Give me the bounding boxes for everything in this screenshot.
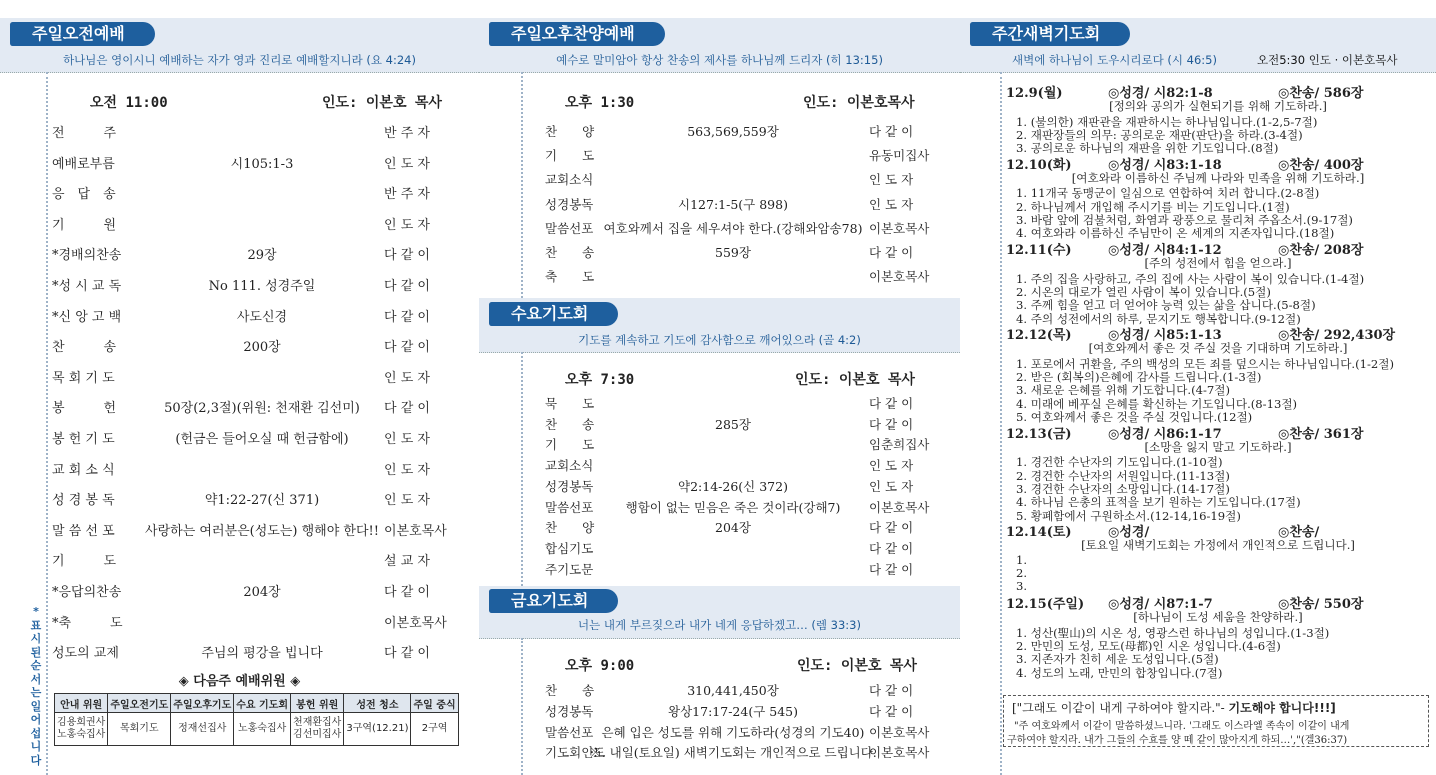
order-item: *성 시 교 독 xyxy=(52,279,122,294)
table-header-cell: 주일오전기도 xyxy=(108,694,171,713)
order-content: 559장 xyxy=(715,245,751,260)
order-item: 교회소식 xyxy=(545,458,594,474)
order-content: No 111. 성경주일 xyxy=(208,279,316,294)
order-item: *신 앙 고 백 xyxy=(52,309,122,325)
dawn-theme: [정의와 공의가 실현되기를 위해 기도하라.] xyxy=(1109,99,1327,113)
dawn-theme: [소망을 잃지 말고 기도하라.] xyxy=(1144,439,1292,454)
dawn-date: 12.9(월) xyxy=(1006,86,1063,101)
order-row xyxy=(0,306,479,337)
order-row xyxy=(479,560,960,581)
dawn-item: 3. 주께 힘을 얻고 더 얻어야 능력 있는 삶을 삽니다.(5-8절) xyxy=(1016,298,1316,313)
afternoon-title: 주일오후찬양예배 xyxy=(489,22,665,46)
order-person: 다 같 이 xyxy=(384,279,430,294)
dawn-title: 주간새벽기도회 xyxy=(970,22,1130,46)
wednesday-title: 수요기도회 xyxy=(489,302,618,326)
order-person: 다 같 이 xyxy=(869,396,914,411)
order-row xyxy=(479,743,960,764)
dawn-item: 3. 공의로운 하나님의 재판을 위한 기도입니다.(8절) xyxy=(1016,141,1279,156)
order-item: 찬 송 xyxy=(545,416,595,432)
order-item: 묵 도 xyxy=(545,396,595,411)
table-header-cell: 봉헌 위원 xyxy=(291,694,344,713)
order-item: 말씀선포 xyxy=(545,499,594,515)
dawn-scripture: ◎성경/ 시82:1-8 xyxy=(1108,86,1213,101)
dawn-item: 2. 만민의 도성, 모도(母都)인 시온 성입니다.(4-6절) xyxy=(1016,639,1281,653)
table-header-row xyxy=(55,694,459,713)
order-person: 이본호목사 xyxy=(869,745,930,761)
order-person: 유동미집사 xyxy=(869,148,930,164)
dawn-hymn: ◎찬송/ 292,430장 xyxy=(1278,328,1396,344)
order-content: 204장 xyxy=(243,585,281,600)
order-person: 임춘희집사 xyxy=(869,437,930,453)
order-content: 200장 xyxy=(243,340,281,356)
dawn-item: 4. 미래에 베푸실 은혜를 확신하는 기도입니다.(8-13절) xyxy=(1016,396,1298,411)
order-item: 찬 송 xyxy=(545,683,595,698)
order-person: 인 도 자 xyxy=(384,370,430,386)
order-item: 기 원 xyxy=(52,217,117,233)
order-content: 은혜 입은 성도를 위해 기도하라(성경의 기도40) xyxy=(601,724,865,740)
dawn-hymn: ◎찬송/ 550장 xyxy=(1278,597,1364,613)
order-person: 다 같 이 xyxy=(869,683,914,698)
order-row xyxy=(479,518,960,539)
quote-head-text: ["그래도 이같이 내게 구하여야 할지라."- xyxy=(1012,701,1229,715)
dawn-hymn: ◎찬송/ 361장 xyxy=(1278,426,1364,442)
order-item: 찬 양 xyxy=(545,520,595,536)
order-row xyxy=(0,214,479,245)
order-item: 찬 양 xyxy=(545,124,595,139)
order-row xyxy=(479,122,960,146)
order-person: 다 같 이 xyxy=(384,585,430,600)
order-person: 이본호목사 xyxy=(384,615,447,631)
order-person: 다 같 이 xyxy=(384,309,430,325)
order-content: 285장 xyxy=(715,416,751,432)
table-cell: 정재선집사 xyxy=(171,713,234,746)
order-person: 다 같 이 xyxy=(869,416,914,432)
order-person: 인 도 자 xyxy=(384,156,430,172)
order-content: 행함이 없는 믿음은 죽은 것이라(강해7) xyxy=(625,499,841,515)
order-person: 다 같 이 xyxy=(384,401,430,417)
morning-leader: 인도: 이본호 목사 xyxy=(322,95,442,111)
order-person: 다 같 이 xyxy=(384,248,430,264)
dawn-item: 4. 하나님 은총의 표적을 보기 원하는 기도입니다.(17절) xyxy=(1016,495,1301,510)
order-row xyxy=(479,219,960,243)
order-person: 이본호목사 xyxy=(869,499,930,515)
afternoon-leader: 인도: 이본호목사 xyxy=(803,95,915,111)
dawn-date: 12.12(목) xyxy=(1006,328,1072,344)
order-person: 인 도 자 xyxy=(384,493,430,509)
dawn-item: 2. 경건한 수난자의 서원입니다.(11-13절) xyxy=(1016,468,1230,483)
order-person: 다 같 이 xyxy=(869,561,914,577)
order-row xyxy=(0,397,479,428)
order-person: 인 도 자 xyxy=(869,196,914,212)
order-item: 목 회 기 도 xyxy=(52,370,115,386)
order-person: 이본호목사 xyxy=(869,220,930,236)
dawn-prayer-column xyxy=(960,0,1436,775)
order-item: 기도회인도 xyxy=(545,745,606,761)
table-cell: 김용희권사 노홍숙집사 xyxy=(55,713,108,746)
morning-worship-column xyxy=(0,0,479,775)
order-item: 찬 송 xyxy=(545,245,595,260)
table-row xyxy=(55,713,459,746)
order-row xyxy=(0,459,479,490)
dawn-item: 4. 여호와라 이름하신 주님만이 온 세계의 지존자입니다.(18절) xyxy=(1016,226,1335,241)
order-item: 성경봉독 xyxy=(545,703,594,719)
table-header-cell: 수요 기도회 xyxy=(234,694,291,713)
order-row xyxy=(0,244,479,275)
wednesday-leader: 인도: 이본호 목사 xyxy=(795,372,915,388)
dawn-item: 1. xyxy=(1016,552,1028,567)
dawn-scripture: ◎성경/ 시83:1-18 xyxy=(1108,157,1222,173)
wednesday-verse: 기도를 계속하고 기도에 감사함으로 깨어있으라 (골 4:2) xyxy=(578,333,861,347)
order-row xyxy=(0,122,479,153)
order-content: 주님의 평강을 빕니다 xyxy=(201,646,323,662)
order-person: 인 도 자 xyxy=(384,217,430,233)
order-item: 교회소식 xyxy=(545,172,594,188)
order-person: 다 같 이 xyxy=(869,520,914,536)
table-header-cell: 주일오후기도 xyxy=(171,694,234,713)
friday-verse: 너는 내게 부르짖으라 내가 네게 응답하겠고… (렘 33:3) xyxy=(578,618,861,632)
order-person: 다 같 이 xyxy=(384,646,430,662)
order-person: 이본호목사 xyxy=(869,724,930,740)
dawn-scripture: ◎성경/ 시84:1-12 xyxy=(1108,243,1222,259)
afternoon-time: 오후 1:30 xyxy=(565,95,635,111)
order-row xyxy=(479,723,960,744)
order-row xyxy=(479,702,960,723)
order-item: 주기도문 xyxy=(545,561,594,577)
order-item: 기 도 xyxy=(545,148,595,164)
order-row xyxy=(0,520,479,551)
order-row xyxy=(479,681,960,702)
order-person: 반 주 자 xyxy=(384,126,430,141)
order-row xyxy=(479,477,960,498)
order-row xyxy=(0,489,479,520)
order-item: 찬 송 xyxy=(52,340,117,356)
order-row xyxy=(479,435,960,456)
table-cell: 목회기도 xyxy=(108,713,171,746)
order-content: ※. 내일(토요일) 새벽기도회는 개인적으로 드립니다. xyxy=(589,745,877,761)
order-row xyxy=(0,153,479,184)
order-item: 봉 헌 기 도 xyxy=(52,432,115,447)
order-content: 310,441,450장 xyxy=(687,683,779,698)
dawn-hymn: ◎찬송/ 586장 xyxy=(1278,86,1364,101)
order-row xyxy=(479,498,960,519)
friday-time: 오후 9:00 xyxy=(565,658,635,674)
morning-title: 주일오전예배 xyxy=(10,22,155,46)
order-item: 성경봉독 xyxy=(545,196,594,212)
dawn-item: 1. 경건한 수난자의 기도입니다.(1-10절) xyxy=(1016,455,1223,470)
order-item: 기 도 xyxy=(52,554,117,570)
table-header-cell: 성전 청소 xyxy=(344,694,411,713)
dawn-item: 2. 시온의 대로가 열린 사람이 복이 있습니다.(5절) xyxy=(1016,284,1271,299)
dawn-theme: [여호와라 이름하신 주님께 나라와 민족을 위해 기도하라.] xyxy=(1071,170,1365,185)
dawn-item: 3. 바람 앞에 검불처럼, 화염과 광풍으로 물리쳐 주옵소서.(9-17절) xyxy=(1016,213,1353,227)
order-row xyxy=(0,183,479,214)
order-content: 29장 xyxy=(247,248,277,264)
dawn-theme: [여호와께서 좋은 것 주실 것을 기대하며 기도하라.] xyxy=(1088,341,1348,356)
order-content: 왕상17:17-24(구 545) xyxy=(668,703,798,719)
order-item: *경배의찬송 xyxy=(52,248,122,264)
order-content: 50장(2,3절)(위원: 천재환 김선미) xyxy=(164,401,360,417)
table-header-cell: 주일 중식 xyxy=(411,694,458,713)
quote-line-2: 구하여야 할지라. 내가 그들의 수효를 양 떼 같이 많아지게 하되…',"(겔36:37) xyxy=(1007,735,1348,746)
order-item: 말씀선포 xyxy=(545,724,594,740)
order-person: 인 도 자 xyxy=(869,478,914,494)
friday-title: 금요기도회 xyxy=(489,589,618,613)
table-header-cell: 안내 위원 xyxy=(55,694,108,713)
order-row xyxy=(0,367,479,398)
afternoon-verse: 예수로 말미암아 항상 찬송의 제사를 하나님께 드리자 (히 13:15) xyxy=(556,53,883,67)
dawn-scripture: ◎성경/ 시85:1-13 xyxy=(1108,328,1222,344)
order-person: 설 교 자 xyxy=(384,554,430,570)
order-person: 다 같 이 xyxy=(869,124,914,139)
dawn-time-leader: 오전5:30 인도 · 이본호목사 xyxy=(1257,53,1398,67)
order-item: 성도의 교제 xyxy=(52,646,119,662)
order-person: 다 같 이 xyxy=(384,340,430,356)
order-item: 말씀선포 xyxy=(545,220,594,236)
dawn-date: 12.14(토) xyxy=(1006,525,1072,541)
order-content: (헌금은 들어오실 때 헌금함에) xyxy=(175,432,349,447)
order-row xyxy=(479,146,960,170)
dawn-item: 4. 주의 성전에서의 하루, 문지기도 행복합니다.(9-12절) xyxy=(1016,311,1301,326)
dawn-item: 2. 하나님께서 개입해 주시기를 비는 기도입니다.(1절) xyxy=(1016,199,1290,214)
order-row xyxy=(0,336,479,367)
dawn-item: 3. 경건한 수난자의 소망입니다.(14-17절) xyxy=(1016,481,1230,496)
order-person: 인 도 자 xyxy=(384,432,430,447)
dawn-hymn: ◎찬송/ xyxy=(1278,525,1320,541)
dawn-theme: [토요일 새벽기도회는 가정에서 개인적으로 드립니다.] xyxy=(1081,538,1355,553)
table-cell: 천재환집사 김선미집사 xyxy=(291,713,344,746)
order-row xyxy=(479,243,960,267)
order-person: 인 도 자 xyxy=(384,462,430,478)
order-content: 사도신경 xyxy=(236,309,288,325)
order-row xyxy=(479,267,960,291)
dawn-date: 12.11(수) xyxy=(1006,243,1072,259)
dawn-date: 12.15(주일) xyxy=(1006,597,1085,613)
quote-line-1: "주 여호와께서 이같이 말씀하셨느니라. '그래도 이스라엘 족속이 이같이 내게 xyxy=(1014,721,1350,732)
order-row xyxy=(479,394,960,415)
dawn-item: 2. 받은 (회복의)은혜에 감사를 드립니다.(1-3절) xyxy=(1016,370,1262,385)
table-cell: 2구역 xyxy=(411,713,458,746)
dawn-item: 1. 11개국 동맹군이 일심으로 연합하여 치러 합니다.(2-8절) xyxy=(1016,186,1320,201)
order-person: 다 같 이 xyxy=(869,703,914,719)
order-person: 다 같 이 xyxy=(869,540,914,556)
order-content: 563,569,559장 xyxy=(687,124,779,139)
afternoon-column xyxy=(479,0,960,775)
order-content: 시105:1-3 xyxy=(230,156,294,172)
order-row xyxy=(0,642,479,673)
order-content: 여호와께서 집을 세우셔야 한다.(강해와암송78) xyxy=(603,220,863,236)
next-week-title: ◈ 다음주 예배위원 ◈ xyxy=(178,674,301,689)
order-item: 성경봉독 xyxy=(545,478,594,494)
dawn-scripture: ◎성경/ 시87:1-7 xyxy=(1108,597,1213,613)
morning-verse: 하나님은 영이시니 예배하는 자가 영과 진리로 예배할지니라 (요 4:24) xyxy=(63,53,416,67)
dawn-item: 3. 새로운 은혜를 위해 기도합니다.(4-7절) xyxy=(1016,383,1230,398)
order-item: 기 도 xyxy=(545,437,595,453)
order-content: 사랑하는 여러분은(성도는) 행해야 한다!! xyxy=(145,523,379,539)
standing-note: *표시된 순서는 일어섭니다 xyxy=(30,605,42,767)
dawn-item: 3. 지존자가 친히 세운 도성입니다.(5절) xyxy=(1016,652,1219,667)
order-person: 다 같 이 xyxy=(869,245,914,260)
dawn-item: 5. 황폐함에서 구원하소서.(12-14,16-19절) xyxy=(1016,508,1241,523)
order-person: 인 도 자 xyxy=(869,172,914,188)
dawn-hymn: ◎찬송/ 400장 xyxy=(1278,157,1364,173)
dawn-hymn: ◎찬송/ 208장 xyxy=(1278,243,1364,259)
order-item: 합심기도 xyxy=(545,540,594,556)
order-item: 응 답 송 xyxy=(52,187,116,203)
order-item: 예배로부름 xyxy=(52,156,115,172)
quote-box xyxy=(1003,695,1429,747)
order-person: 이본호목사 xyxy=(869,269,930,285)
dawn-theme: [주의 성전에서 힘을 얻으라.] xyxy=(1144,256,1292,271)
order-row xyxy=(479,539,960,560)
order-person: 반 주 자 xyxy=(384,187,430,203)
order-row xyxy=(479,456,960,477)
worship-committee-table xyxy=(54,693,459,746)
dawn-item: 1. 주의 집을 사랑하고, 주의 집에 사는 사람이 복이 있습니다.(1-4절) xyxy=(1016,271,1365,286)
morning-time: 오전 11:00 xyxy=(90,95,168,111)
friday-leader: 인도: 이본호 목사 xyxy=(797,658,917,674)
table-cell: 노홍숙집사 xyxy=(234,713,291,746)
order-content: 204장 xyxy=(715,520,751,536)
dawn-item: 4. 성도의 노래, 만민의 합창입니다.(7절) xyxy=(1016,665,1223,680)
order-item: 말 씀 선 포 xyxy=(52,523,115,539)
table-cell: 3구역(12.21) xyxy=(344,713,411,746)
dawn-date: 12.10(화) xyxy=(1006,157,1072,173)
order-content: 시127:1-5(구 898) xyxy=(678,196,788,212)
dawn-scripture: ◎성경/ xyxy=(1108,525,1150,541)
order-content: 약2:14-26(신 372) xyxy=(678,478,788,494)
quote-emphasis: 기도해야 합니다!!!] xyxy=(1228,701,1336,715)
order-item: 전 주 xyxy=(52,126,117,141)
quote-head xyxy=(1012,699,1336,716)
order-row xyxy=(0,428,479,459)
order-person: 이본호목사 xyxy=(384,523,447,539)
dawn-item: 5. 여호와께서 좋은 것을 주실 것입니다.(12절) xyxy=(1016,410,1253,424)
order-row xyxy=(0,612,479,643)
order-row xyxy=(0,275,479,306)
order-row xyxy=(0,581,479,612)
dawn-verse: 새벽에 하나님이 도우시리로다 (시 46:5) xyxy=(1012,53,1217,67)
dawn-theme: [하나님이 도성 세움을 찬양하라.] xyxy=(1133,610,1303,625)
order-item: 봉 헌 xyxy=(52,401,117,417)
dawn-item: 1. 포로에서 귀환을, 주의 백성의 모든 죄를 덮으시는 하나님입니다.(1-2절) xyxy=(1016,356,1395,371)
order-item: 성 경 봉 독 xyxy=(52,493,115,509)
order-row xyxy=(479,170,960,194)
dawn-item: 3. xyxy=(1016,579,1028,594)
order-person: 인 도 자 xyxy=(869,458,914,474)
order-row xyxy=(479,195,960,219)
order-item: 축 도 xyxy=(545,269,595,285)
order-row xyxy=(0,550,479,581)
dawn-item: 2. 재판장들의 의무: 공의로운 재판(판단)을 하라.(3-4절) xyxy=(1016,127,1303,142)
order-item: 교 회 소 식 xyxy=(52,462,115,478)
dawn-item: 1. (불의한) 재판관을 재판하시는 하나님입니다.(1-2,5-7절) xyxy=(1016,114,1318,129)
order-row xyxy=(479,415,960,436)
order-item: *축 도 xyxy=(52,615,123,631)
dawn-scripture: ◎성경/ 시86:1-17 xyxy=(1108,426,1222,442)
dawn-date: 12.13(금) xyxy=(1006,426,1072,442)
order-content: 약1:22-27(신 371) xyxy=(204,493,320,509)
order-item: *응답의찬송 xyxy=(52,585,122,600)
dawn-item: 1. 성산(聖山)의 시온 성, 영광스런 하나님의 성입니다.(1-3절) xyxy=(1016,625,1330,640)
dawn-item: 2. xyxy=(1016,566,1028,581)
wednesday-time: 오후 7:30 xyxy=(565,372,635,388)
